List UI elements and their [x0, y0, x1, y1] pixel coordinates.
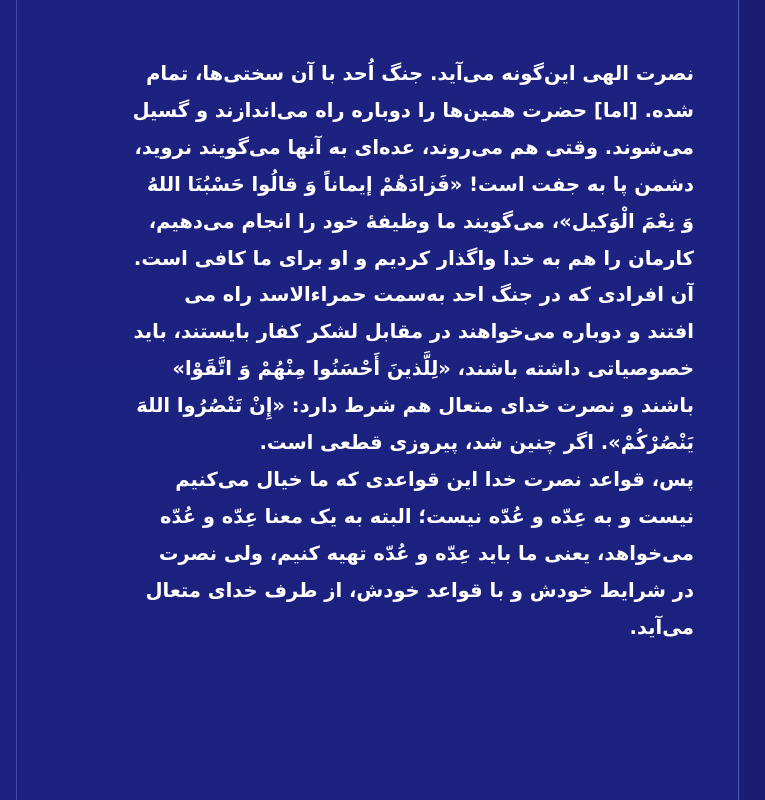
- text-line: نیست و به عِدّه و عُدّه نیست؛ البته به یک معنا عِدّه و عُدّه: [159, 504, 694, 528]
- text-line: افتند و دوباره می‌خواهند در مقابل لشکر کفار بایستند، باید: [133, 320, 694, 344]
- text-line: شده. [اما] حضرت همین‌ها را دوباره راه می‌اندازند و گسیل: [132, 98, 694, 122]
- text-line: کارمان را هم به خدا واگذار کردیم و او برای ما کافی است.: [133, 246, 694, 270]
- text-line: باشند و نصرت خدای متعال هم شرط دارد: «إِنْ تَنْصُرُوا اللهَ: [136, 394, 694, 418]
- text-line: خصوصیاتی داشته باشند، «لِلَّذینَ أَحْسَنُوا مِنْهُمْ وَ اتَّقَوْا»: [172, 357, 694, 381]
- text-line: در شرایط خودش و با قواعد خودش، از طرف خدای متعال: [145, 578, 694, 602]
- paragraph-3: [62, 462, 694, 647]
- quote-text-block: [62, 56, 694, 647]
- text-line: می‌آید.: [629, 615, 694, 639]
- text-line: نصرت الهی این‌گونه می‌آید. جنگ اُحد با آن سختی‌ها، تمام: [146, 62, 694, 85]
- text-line: وَ نِعْمَ الْوَکیل»، می‌گویند ما وظیفهٔ خود را انجام می‌دهیم،: [148, 209, 694, 233]
- text-line: یَنْصُرْکُمْ». اگر چنین شد، پیروزی قطعی است.: [259, 431, 694, 455]
- paragraph-2: [62, 277, 694, 462]
- paragraph-1: [62, 56, 694, 277]
- text-line: آن افرادی که در جنگ احد به‌سمت حمراءالاسد راه می: [184, 283, 694, 307]
- text-line: پس، قواعد نصرت خدا این قواعدی که ما خیال می‌کنیم: [175, 467, 694, 491]
- text-line: می‌خواهد، یعنی ما باید عِدّه و عُدّه تهیه کنیم، ولی نصرت: [158, 541, 694, 565]
- text-line: می‌شوند. وقتی هم می‌روند، عده‌ای به آنها می‌گویند نروید،: [134, 135, 694, 159]
- text-line: دشمن پا به جفت است! «فَزادَهُمْ إیماناً وَ قالُوا حَسْبُنَا اللهُ: [146, 172, 694, 196]
- right-margin-strip: [740, 0, 765, 800]
